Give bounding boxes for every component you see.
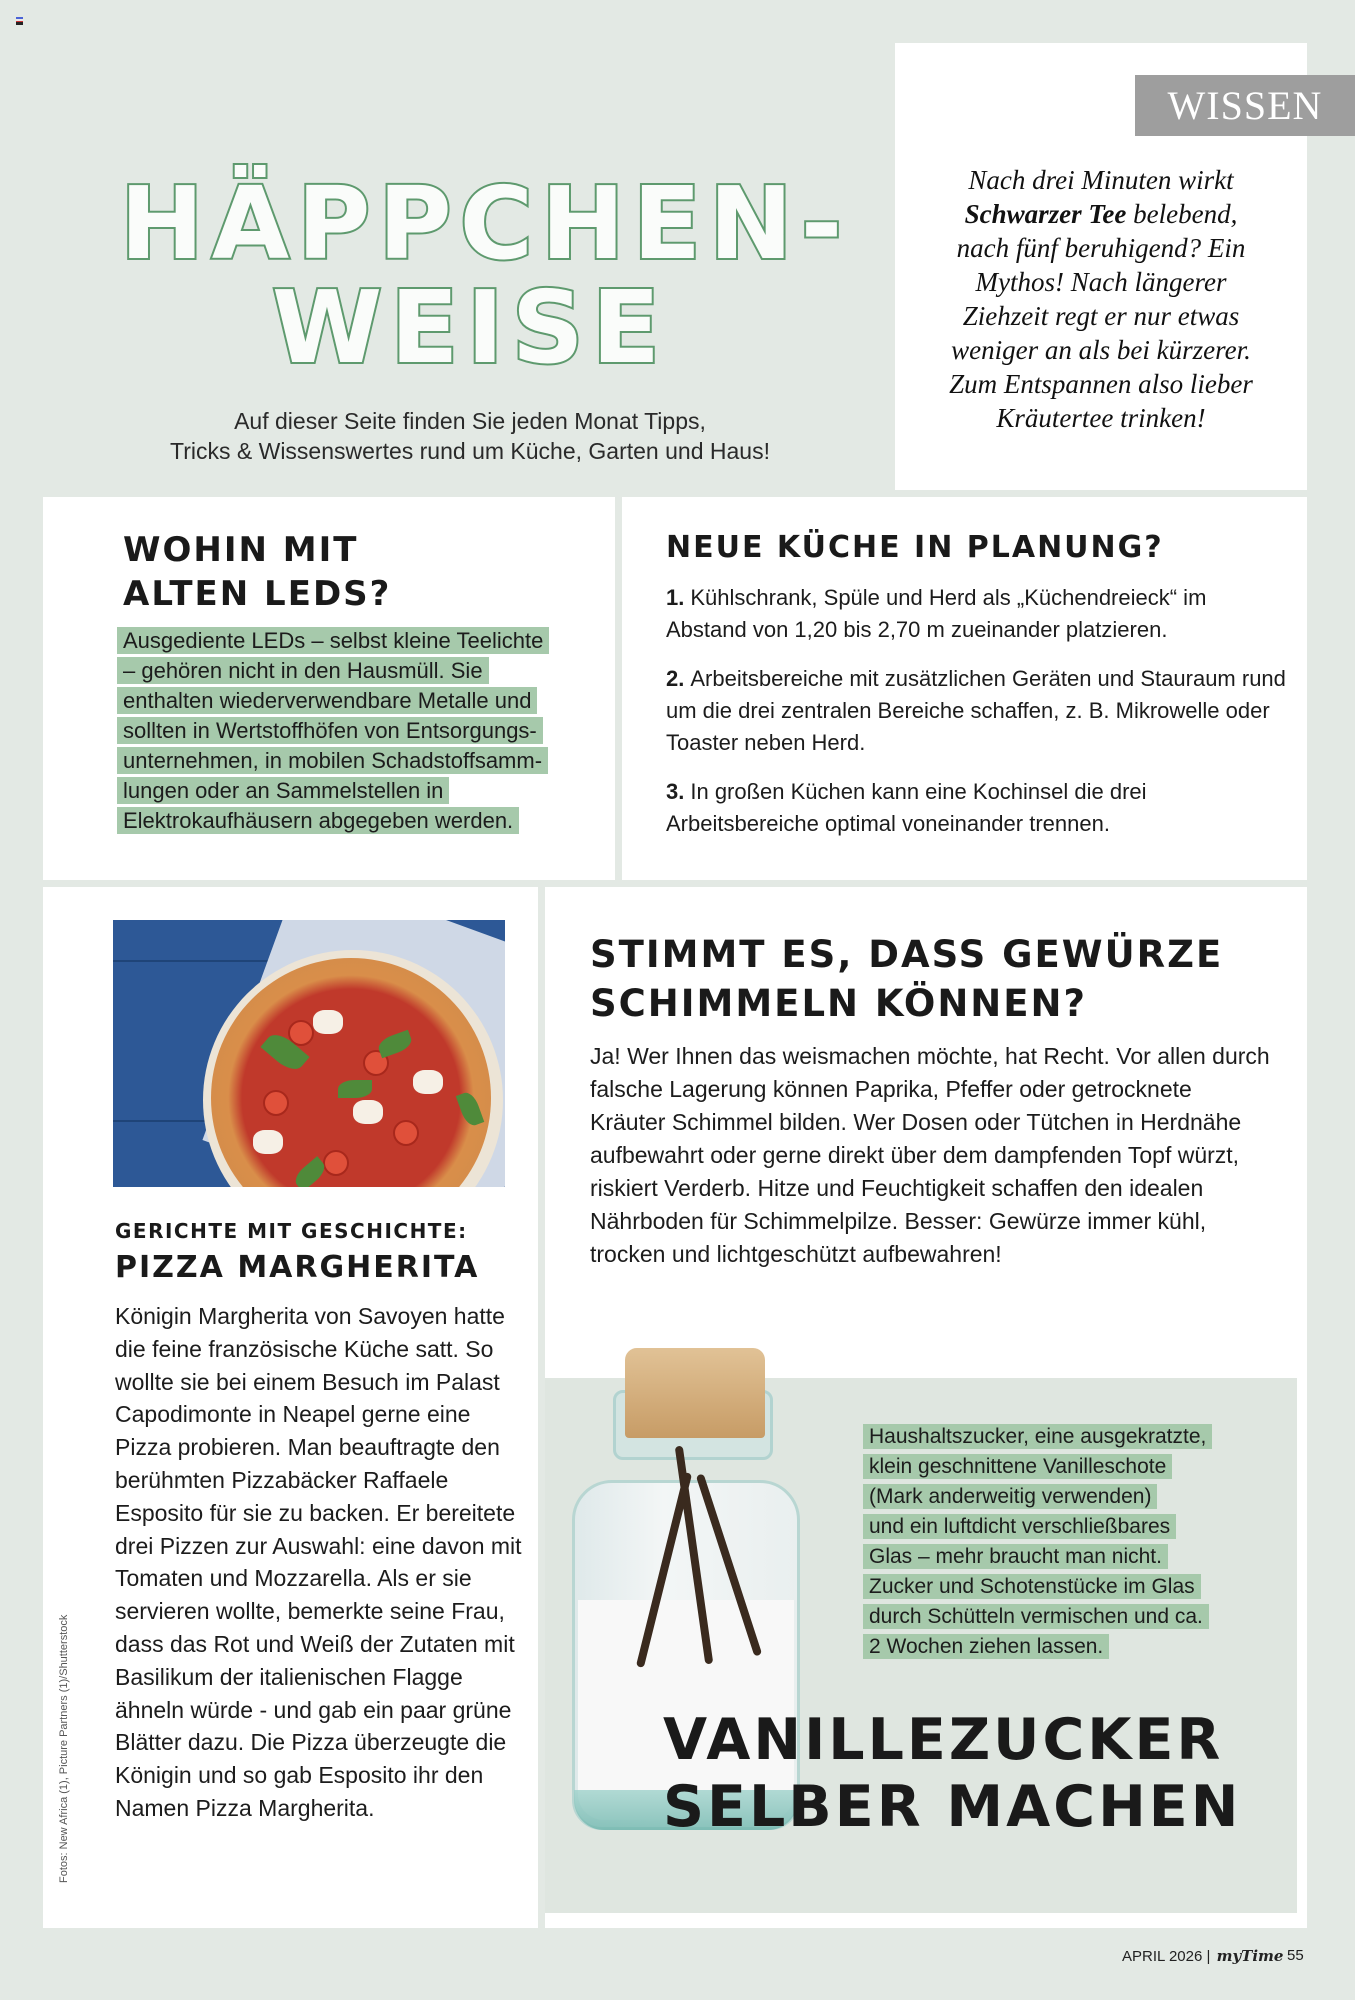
subtitle-line2: Tricks & Wissenswertes rund um Küche, Garten und Haus! bbox=[170, 438, 770, 464]
spice-title-line2: SCHIMMELN KÖNNEN? bbox=[590, 982, 1087, 1025]
item-text: Kühlschrank, Spüle und Herd als „Küchendreieck“ im Abstand von 1,20 bis 2,70 m zueinander platzieren. bbox=[666, 585, 1207, 642]
vanilla-line: Zucker und Schotenstücke im Glas bbox=[863, 1574, 1201, 1599]
tea-line-rest: belebend, bbox=[1126, 199, 1238, 229]
kitchen-item bbox=[666, 776, 1286, 840]
tea-line: Nach drei Minuten wirkt bbox=[968, 165, 1234, 195]
vanilla-line: (Mark anderweitig verwenden) bbox=[863, 1484, 1157, 1509]
kitchen-item bbox=[666, 663, 1286, 759]
led-line: unternehmen, in mobilen Schadstoffsamm- bbox=[117, 747, 548, 774]
issue-date: APRIL 2026 | bbox=[1122, 1948, 1211, 1965]
vanilla-line: Glas – mehr braucht man nicht. bbox=[863, 1544, 1168, 1569]
brand-logo: myTime bbox=[1216, 1947, 1284, 1965]
led-title-line2: ALTEN LEDS? bbox=[123, 574, 392, 614]
vanilla-line: 2 Wochen ziehen lassen. bbox=[863, 1634, 1109, 1659]
kitchen-title: NEUE KÜCHE IN PLANUNG? bbox=[666, 530, 1164, 565]
page-subtitle bbox=[120, 406, 820, 466]
vanilla-line: klein geschnittene Vanilleschote bbox=[863, 1454, 1172, 1479]
item-number: 3. bbox=[666, 779, 685, 804]
pizza-title: PIZZA MARGHERITA bbox=[115, 1250, 480, 1285]
tea-line: Mythos! Nach längerer bbox=[975, 267, 1227, 297]
tea-line: weniger an als bei kürzerer. bbox=[951, 335, 1251, 365]
tea-bold: Schwarzer Tee bbox=[964, 199, 1127, 229]
page-title-line1: HÄPPCHEN- bbox=[120, 165, 851, 282]
tea-line: Ziehzeit regt er nur etwas bbox=[962, 301, 1240, 331]
item-number: 2. bbox=[666, 666, 685, 691]
vanilla-line: durch Schütteln vermischen und ca. bbox=[863, 1604, 1209, 1629]
photo-credit: Fotos: New Africa (1), Picture Partners (1)/Shutterstock bbox=[58, 1614, 70, 1883]
tea-line: Kräutertee trinken! bbox=[996, 403, 1206, 433]
tea-line: Zum Entspannen also lieber bbox=[949, 369, 1253, 399]
led-line: enthalten wiederverwendbare Metalle und bbox=[117, 687, 537, 714]
item-number: 1. bbox=[666, 585, 685, 610]
item-text: Arbeitsbereiche mit zusätzlichen Geräten und Stauraum rund um die drei zentralen Bereiche schaffen, z. B. Mikrowelle oder Toaster neben Herd. bbox=[666, 666, 1286, 755]
page-title-line2: WEISE bbox=[271, 269, 669, 386]
led-line: sollten in Wertstoffhöfen von Entsorgungs- bbox=[117, 717, 543, 744]
page-title bbox=[120, 165, 851, 386]
section-badge: WISSEN bbox=[1135, 75, 1355, 136]
cork-icon bbox=[625, 1348, 765, 1438]
spice-title-line1: STIMMT ES, DASS GEWÜRZE bbox=[590, 933, 1224, 976]
led-line: – gehören nicht in den Hausmüll. Sie bbox=[117, 657, 489, 684]
footer-issue bbox=[1122, 1947, 1283, 1965]
kitchen-list bbox=[666, 582, 1286, 857]
vanilla-body bbox=[863, 1422, 1263, 1662]
led-line: lungen oder an Sammelstellen in bbox=[117, 777, 449, 804]
led-title-line1: WOHIN MIT bbox=[123, 530, 359, 570]
vanilla-title bbox=[663, 1707, 1241, 1841]
kitchen-item bbox=[666, 582, 1286, 646]
tea-line bbox=[920, 197, 1282, 231]
led-title bbox=[123, 528, 391, 616]
tea-tip-text bbox=[920, 163, 1282, 435]
led-line: Elektrokaufhäusern abgegeben werden. bbox=[117, 807, 519, 834]
item-text: In großen Küchen kann eine Kochinsel die drei Arbeitsbereiche optimal voneinander trennen. bbox=[666, 779, 1147, 836]
led-body bbox=[117, 626, 587, 836]
spice-title bbox=[590, 930, 1223, 1028]
vanilla-title-line1: VANILLEZUCKER bbox=[663, 1707, 1224, 1773]
spice-body: Ja! Wer Ihnen das weismachen möchte, hat Recht. Vor allen durch falsche Lagerung können Paprika, Pfeffer oder getrocknete Kräuter Schimmel bilden. Wer Dosen oder Tütchen in Herdnähe aufbewahrt oder gerne direkt über dem dampfenden Topf würzt, riskiert Verderb. Hitze und Feuchtigkeit schaffen den idealen Nährboden für Schimmelpilze. Besser: Gewürze immer kühl, trocken und lichtgeschützt aufbewahren! bbox=[590, 1043, 1270, 1267]
subtitle-line1: Auf dieser Seite finden Sie jeden Monat Tipps, bbox=[234, 408, 706, 434]
led-line: Ausgediente LEDs – selbst kleine Teelichte bbox=[117, 627, 549, 654]
pizza-kicker: GERICHTE MIT GESCHICHTE: bbox=[115, 1219, 468, 1243]
pizza-photo bbox=[113, 920, 505, 1187]
vanilla-line: Haushaltszucker, eine ausgekratzte, bbox=[863, 1424, 1212, 1449]
vanilla-title-line2: SELBER MACHEN bbox=[663, 1774, 1242, 1840]
pizza-body: Königin Margherita von Savoyen hatte die feine französische Küche satt. So wollte sie bei einem Besuch im Palast Capodimonte in Neapel gerne eine Pizza probieren. Man beauftragte den berühmten Pizzabäcker Raffaele Esposito für sie zu backen. Er bereitete drei Pizzen zur Auswahl: eine davon mit Tomaten und Mozzarella. Als er sie servieren wollte, bemerkte seine Frau, dass das Rot und Weiß der Zutaten mit Basilikum der italienischen Flagge ähneln würde - und gab ein paar grüne Blätter dazu. Die Pizza überzeugte die Königin und so gab Esposito ihr den Namen Pizza Margherita. bbox=[115, 1303, 522, 1821]
print-color-bar bbox=[16, 17, 23, 25]
page-number: 55 bbox=[1287, 1947, 1304, 1964]
vanilla-line: und ein luftdicht verschließbares bbox=[863, 1514, 1176, 1539]
tea-line: nach fünf beruhigend? Ein bbox=[956, 233, 1246, 263]
